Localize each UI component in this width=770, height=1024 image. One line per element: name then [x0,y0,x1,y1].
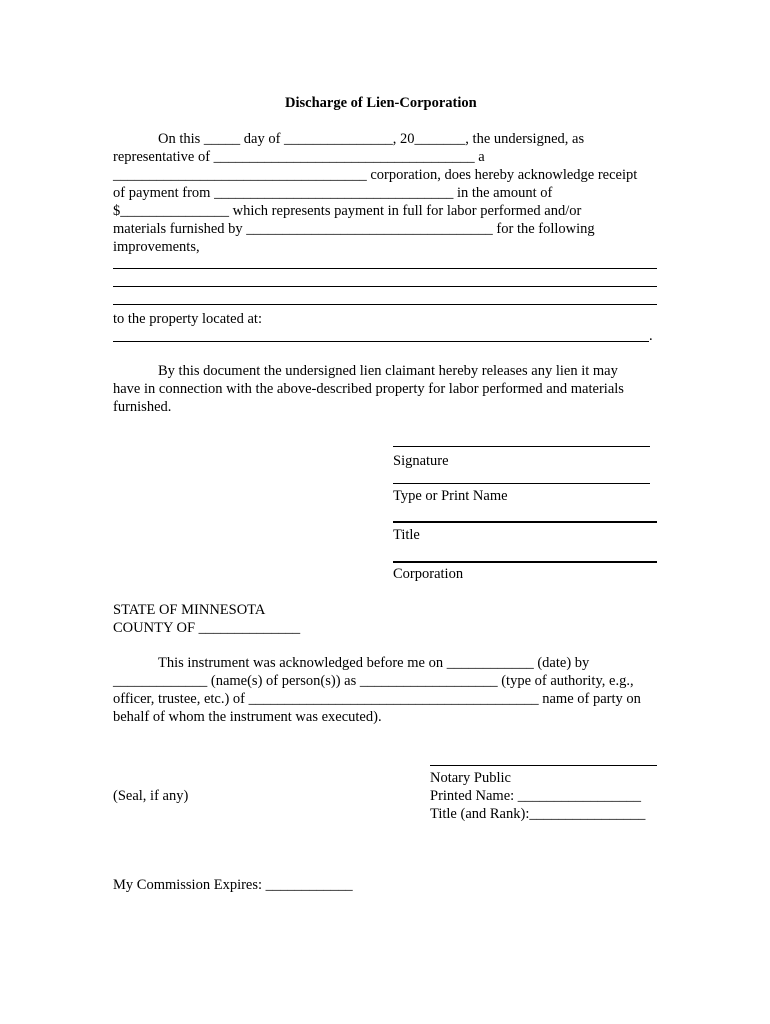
property-address-line [113,341,649,342]
property-end-period: . [649,328,653,344]
print-name-label: Type or Print Name [393,488,508,504]
state-line: STATE OF MINNESOTA [113,602,266,618]
para2-line-1: By this document the undersigned lien claimant hereby releases any lien it may [158,363,618,379]
signature-label: Signature [393,453,449,469]
para1-line-1: On this _____ day of _______________, 20_______, the undersigned, as [158,131,585,147]
para1-line-2: representative of ____________________________________ a [113,149,485,165]
document-title: Discharge of Lien-Corporation [285,95,477,111]
ack-line-2: _____________ (name(s) of person(s)) as ___________________ (type of authority, e.g., [113,673,634,689]
para1-line-6: materials furnished by __________________________________ for the following [113,221,595,237]
corporation-label: Corporation [393,566,464,582]
ack-line-3: officer, trustee, etc.) of ________________________________________ name of party on [113,691,641,707]
ack-line-1: This instrument was acknowledged before me on ____________ (date) by [158,655,590,671]
improvements-line-1 [113,268,657,269]
para1-line-5: $_______________ which represents payment in full for labor performed and/or [113,203,582,219]
title-line [393,521,657,523]
seal-label: (Seal, if any) [113,788,189,804]
notary-signature-line [430,765,657,766]
printed-name-line: Printed Name: _________________ [430,788,642,804]
signature-line [393,446,650,447]
property-label: to the property located at: [113,311,262,327]
para1-line-3: ___________________________________ corporation, does hereby acknowledge receipt [113,167,638,183]
improvements-line-3 [113,304,657,305]
title-label: Title [393,527,420,543]
notary-public-label: Notary Public [430,770,511,786]
improvements-line-2 [113,286,657,287]
para1-line-7: improvements, [113,239,200,255]
commission-expires: My Commission Expires: ____________ [113,877,353,893]
corporation-line [393,561,657,563]
title-rank-line: Title (and Rank):________________ [430,806,646,822]
county-line: COUNTY OF ______________ [113,620,301,636]
para1-line-4: of payment from _________________________________ in the amount of [113,185,553,201]
ack-line-4: behalf of whom the instrument was executed). [113,709,382,725]
para2-line-2: have in connection with the above-described property for labor performed and materials [113,381,624,397]
para2-line-3: furnished. [113,399,172,415]
print-name-line [393,483,650,484]
